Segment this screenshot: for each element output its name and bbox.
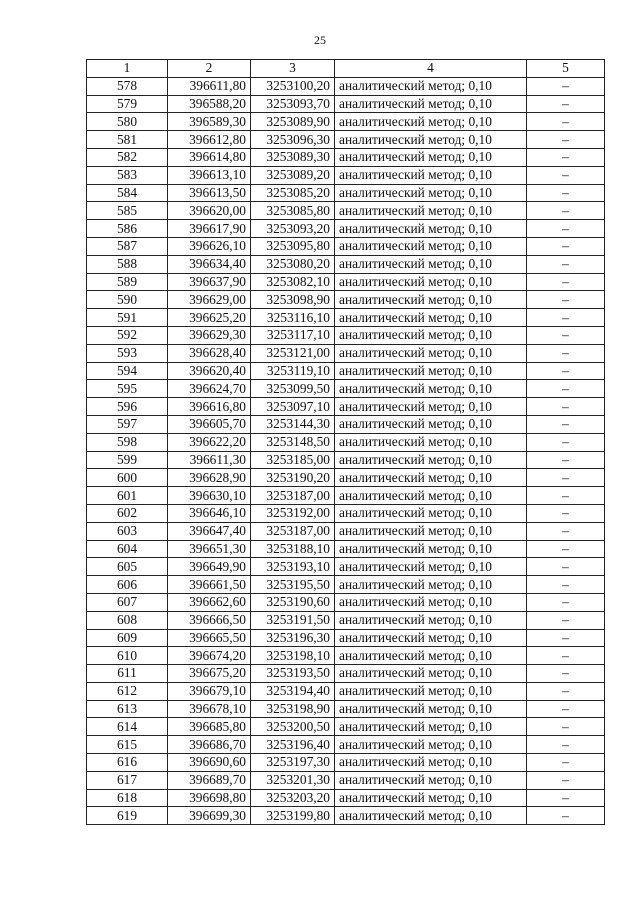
x-coordinate-cell: 396626,10 [168, 237, 251, 255]
point-number-cell: 590 [87, 291, 168, 309]
table-row [87, 291, 605, 309]
note-cell: – [527, 682, 605, 700]
x-coordinate-cell: 396630,10 [168, 487, 251, 505]
note-cell: – [527, 362, 605, 380]
note-cell: – [527, 326, 605, 344]
y-coordinate-cell: 3253196,40 [251, 736, 335, 754]
x-coordinate-cell: 396611,80 [168, 77, 251, 95]
method-accuracy-cell: аналитический метод; 0,10 [335, 166, 527, 184]
y-coordinate-cell: 3253200,50 [251, 718, 335, 736]
point-number-cell: 585 [87, 202, 168, 220]
x-coordinate-cell: 396689,70 [168, 771, 251, 789]
table-row [87, 522, 605, 540]
table-row [87, 237, 605, 255]
note-cell: – [527, 807, 605, 825]
point-number-cell: 582 [87, 148, 168, 166]
y-coordinate-cell: 3253194,40 [251, 682, 335, 700]
note-cell: – [527, 131, 605, 149]
y-coordinate-cell: 3253116,10 [251, 309, 335, 327]
table-row [87, 309, 605, 327]
point-number-cell: 581 [87, 131, 168, 149]
table-row [87, 202, 605, 220]
table-body [87, 77, 605, 824]
x-coordinate-cell: 396629,00 [168, 291, 251, 309]
note-cell: – [527, 291, 605, 309]
x-coordinate-cell: 396634,40 [168, 255, 251, 273]
method-accuracy-cell: аналитический метод; 0,10 [335, 771, 527, 789]
y-coordinate-cell: 3253095,80 [251, 237, 335, 255]
x-coordinate-cell: 396614,80 [168, 148, 251, 166]
note-cell: – [527, 771, 605, 789]
method-accuracy-cell: аналитический метод; 0,10 [335, 398, 527, 416]
point-number-cell: 593 [87, 344, 168, 362]
table-row [87, 398, 605, 416]
point-number-cell: 618 [87, 789, 168, 807]
x-coordinate-cell: 396620,00 [168, 202, 251, 220]
y-coordinate-cell: 3253099,50 [251, 380, 335, 398]
method-accuracy-cell: аналитический метод; 0,10 [335, 184, 527, 202]
method-accuracy-cell: аналитический метод; 0,10 [335, 754, 527, 772]
point-number-cell: 615 [87, 736, 168, 754]
note-cell: – [527, 113, 605, 131]
x-coordinate-cell: 396611,30 [168, 451, 251, 469]
point-number-cell: 616 [87, 754, 168, 772]
point-number-cell: 607 [87, 593, 168, 611]
point-number-cell: 601 [87, 487, 168, 505]
note-cell: – [527, 504, 605, 522]
header-cell-5: 5 [527, 60, 605, 78]
note-cell: – [527, 255, 605, 273]
method-accuracy-cell: аналитический метод; 0,10 [335, 362, 527, 380]
table-row [87, 487, 605, 505]
table-row [87, 469, 605, 487]
method-accuracy-cell: аналитический метод; 0,10 [335, 611, 527, 629]
y-coordinate-cell: 3253187,00 [251, 487, 335, 505]
method-accuracy-cell: аналитический метод; 0,10 [335, 629, 527, 647]
table-row [87, 736, 605, 754]
y-coordinate-cell: 3253085,80 [251, 202, 335, 220]
y-coordinate-cell: 3253188,10 [251, 540, 335, 558]
y-coordinate-cell: 3253085,20 [251, 184, 335, 202]
note-cell: – [527, 576, 605, 594]
method-accuracy-cell: аналитический метод; 0,10 [335, 558, 527, 576]
table-row [87, 700, 605, 718]
table-row [87, 647, 605, 665]
y-coordinate-cell: 3253093,70 [251, 95, 335, 113]
x-coordinate-cell: 396622,20 [168, 433, 251, 451]
x-coordinate-cell: 396698,80 [168, 789, 251, 807]
point-number-cell: 579 [87, 95, 168, 113]
y-coordinate-cell: 3253199,80 [251, 807, 335, 825]
note-cell: – [527, 540, 605, 558]
method-accuracy-cell: аналитический метод; 0,10 [335, 309, 527, 327]
x-coordinate-cell: 396628,40 [168, 344, 251, 362]
table-row [87, 789, 605, 807]
method-accuracy-cell: аналитический метод; 0,10 [335, 291, 527, 309]
note-cell: – [527, 736, 605, 754]
x-coordinate-cell: 396605,70 [168, 415, 251, 433]
note-cell: – [527, 629, 605, 647]
table-row [87, 433, 605, 451]
x-coordinate-cell: 396620,40 [168, 362, 251, 380]
x-coordinate-cell: 396674,20 [168, 647, 251, 665]
y-coordinate-cell: 3253190,60 [251, 593, 335, 611]
point-number-cell: 600 [87, 469, 168, 487]
table-row [87, 540, 605, 558]
note-cell: – [527, 611, 605, 629]
x-coordinate-cell: 396637,90 [168, 273, 251, 291]
note-cell: – [527, 398, 605, 416]
table-row [87, 131, 605, 149]
table-row [87, 629, 605, 647]
point-number-cell: 603 [87, 522, 168, 540]
method-accuracy-cell: аналитический метод; 0,10 [335, 273, 527, 291]
note-cell: – [527, 273, 605, 291]
y-coordinate-cell: 3253096,30 [251, 131, 335, 149]
point-number-cell: 617 [87, 771, 168, 789]
method-accuracy-cell: аналитический метод; 0,10 [335, 789, 527, 807]
x-coordinate-cell: 396679,10 [168, 682, 251, 700]
y-coordinate-cell: 3253121,00 [251, 344, 335, 362]
y-coordinate-cell: 3253089,30 [251, 148, 335, 166]
table-row [87, 113, 605, 131]
point-number-cell: 591 [87, 309, 168, 327]
note-cell: – [527, 148, 605, 166]
y-coordinate-cell: 3253192,00 [251, 504, 335, 522]
point-number-cell: 611 [87, 665, 168, 683]
y-coordinate-cell: 3253191,50 [251, 611, 335, 629]
point-number-cell: 589 [87, 273, 168, 291]
point-number-cell: 597 [87, 415, 168, 433]
x-coordinate-cell: 396616,80 [168, 398, 251, 416]
method-accuracy-cell: аналитический метод; 0,10 [335, 237, 527, 255]
table-row [87, 380, 605, 398]
x-coordinate-cell: 396690,60 [168, 754, 251, 772]
point-number-cell: 578 [87, 77, 168, 95]
table-row [87, 184, 605, 202]
point-number-cell: 596 [87, 398, 168, 416]
x-coordinate-cell: 396685,80 [168, 718, 251, 736]
note-cell: – [527, 433, 605, 451]
point-number-cell: 584 [87, 184, 168, 202]
note-cell: – [527, 700, 605, 718]
y-coordinate-cell: 3253148,50 [251, 433, 335, 451]
point-number-cell: 587 [87, 237, 168, 255]
y-coordinate-cell: 3253117,10 [251, 326, 335, 344]
y-coordinate-cell: 3253198,10 [251, 647, 335, 665]
point-number-cell: 612 [87, 682, 168, 700]
point-number-cell: 606 [87, 576, 168, 594]
note-cell: – [527, 789, 605, 807]
y-coordinate-cell: 3253098,90 [251, 291, 335, 309]
note-cell: – [527, 522, 605, 540]
note-cell: – [527, 754, 605, 772]
method-accuracy-cell: аналитический метод; 0,10 [335, 77, 527, 95]
y-coordinate-cell: 3253196,30 [251, 629, 335, 647]
method-accuracy-cell: аналитический метод; 0,10 [335, 540, 527, 558]
y-coordinate-cell: 3253097,10 [251, 398, 335, 416]
y-coordinate-cell: 3253100,20 [251, 77, 335, 95]
x-coordinate-cell: 396647,40 [168, 522, 251, 540]
table-row [87, 273, 605, 291]
table-row [87, 754, 605, 772]
note-cell: – [527, 220, 605, 238]
x-coordinate-cell: 396666,50 [168, 611, 251, 629]
note-cell: – [527, 415, 605, 433]
method-accuracy-cell: аналитический метод; 0,10 [335, 415, 527, 433]
table-row [87, 504, 605, 522]
x-coordinate-cell: 396589,30 [168, 113, 251, 131]
method-accuracy-cell: аналитический метод; 0,10 [335, 326, 527, 344]
method-accuracy-cell: аналитический метод; 0,10 [335, 131, 527, 149]
note-cell: – [527, 487, 605, 505]
table-row [87, 451, 605, 469]
note-cell: – [527, 718, 605, 736]
note-cell: – [527, 451, 605, 469]
x-coordinate-cell: 396649,90 [168, 558, 251, 576]
method-accuracy-cell: аналитический метод; 0,10 [335, 736, 527, 754]
x-coordinate-cell: 396665,50 [168, 629, 251, 647]
page-number: 25 [314, 33, 326, 47]
x-coordinate-cell: 396651,30 [168, 540, 251, 558]
method-accuracy-cell: аналитический метод; 0,10 [335, 487, 527, 505]
y-coordinate-cell: 3253187,00 [251, 522, 335, 540]
table-row [87, 95, 605, 113]
table-row [87, 807, 605, 825]
coordinates-table [86, 59, 605, 825]
note-cell: – [527, 237, 605, 255]
point-number-cell: 614 [87, 718, 168, 736]
table-row [87, 611, 605, 629]
point-number-cell: 610 [87, 647, 168, 665]
x-coordinate-cell: 396625,20 [168, 309, 251, 327]
point-number-cell: 613 [87, 700, 168, 718]
method-accuracy-cell: аналитический метод; 0,10 [335, 593, 527, 611]
table-row [87, 665, 605, 683]
method-accuracy-cell: аналитический метод; 0,10 [335, 344, 527, 362]
header-cell-2: 2 [168, 60, 251, 78]
method-accuracy-cell: аналитический метод; 0,10 [335, 682, 527, 700]
y-coordinate-cell: 3253198,90 [251, 700, 335, 718]
point-number-cell: 583 [87, 166, 168, 184]
method-accuracy-cell: аналитический метод; 0,10 [335, 113, 527, 131]
table-row [87, 255, 605, 273]
y-coordinate-cell: 3253203,20 [251, 789, 335, 807]
point-number-cell: 602 [87, 504, 168, 522]
point-number-cell: 605 [87, 558, 168, 576]
point-number-cell: 588 [87, 255, 168, 273]
point-number-cell: 599 [87, 451, 168, 469]
x-coordinate-cell: 396628,90 [168, 469, 251, 487]
x-coordinate-cell: 396699,30 [168, 807, 251, 825]
x-coordinate-cell: 396624,70 [168, 380, 251, 398]
method-accuracy-cell: аналитический метод; 0,10 [335, 148, 527, 166]
x-coordinate-cell: 396646,10 [168, 504, 251, 522]
x-coordinate-cell: 396612,80 [168, 131, 251, 149]
note-cell: – [527, 77, 605, 95]
x-coordinate-cell: 396661,50 [168, 576, 251, 594]
point-number-cell: 595 [87, 380, 168, 398]
method-accuracy-cell: аналитический метод; 0,10 [335, 380, 527, 398]
method-accuracy-cell: аналитический метод; 0,10 [335, 665, 527, 683]
note-cell: – [527, 309, 605, 327]
table-row [87, 326, 605, 344]
x-coordinate-cell: 396678,10 [168, 700, 251, 718]
method-accuracy-cell: аналитический метод; 0,10 [335, 433, 527, 451]
note-cell: – [527, 202, 605, 220]
note-cell: – [527, 184, 605, 202]
y-coordinate-cell: 3253082,10 [251, 273, 335, 291]
method-accuracy-cell: аналитический метод; 0,10 [335, 451, 527, 469]
table-row [87, 166, 605, 184]
point-number-cell: 586 [87, 220, 168, 238]
note-cell: – [527, 95, 605, 113]
table-row [87, 558, 605, 576]
x-coordinate-cell: 396613,10 [168, 166, 251, 184]
y-coordinate-cell: 3253089,90 [251, 113, 335, 131]
header-cell-1: 1 [87, 60, 168, 78]
table-row [87, 593, 605, 611]
table-row [87, 362, 605, 380]
note-cell: – [527, 647, 605, 665]
method-accuracy-cell: аналитический метод; 0,10 [335, 95, 527, 113]
note-cell: – [527, 665, 605, 683]
x-coordinate-cell: 396686,70 [168, 736, 251, 754]
y-coordinate-cell: 3253119,10 [251, 362, 335, 380]
table-header-row [87, 60, 605, 78]
method-accuracy-cell: аналитический метод; 0,10 [335, 647, 527, 665]
y-coordinate-cell: 3253193,50 [251, 665, 335, 683]
y-coordinate-cell: 3253089,20 [251, 166, 335, 184]
x-coordinate-cell: 396675,20 [168, 665, 251, 683]
method-accuracy-cell: аналитический метод; 0,10 [335, 255, 527, 273]
point-number-cell: 604 [87, 540, 168, 558]
y-coordinate-cell: 3253190,20 [251, 469, 335, 487]
table-row [87, 682, 605, 700]
note-cell: – [527, 558, 605, 576]
method-accuracy-cell: аналитический метод; 0,10 [335, 576, 527, 594]
note-cell: – [527, 469, 605, 487]
point-number-cell: 580 [87, 113, 168, 131]
y-coordinate-cell: 3253185,00 [251, 451, 335, 469]
y-coordinate-cell: 3253080,20 [251, 255, 335, 273]
table-row [87, 576, 605, 594]
y-coordinate-cell: 3253197,30 [251, 754, 335, 772]
header-cell-4: 4 [335, 60, 527, 78]
y-coordinate-cell: 3253195,50 [251, 576, 335, 594]
table-row [87, 415, 605, 433]
y-coordinate-cell: 3253093,20 [251, 220, 335, 238]
table-row [87, 220, 605, 238]
table-row [87, 77, 605, 95]
y-coordinate-cell: 3253193,10 [251, 558, 335, 576]
method-accuracy-cell: аналитический метод; 0,10 [335, 522, 527, 540]
point-number-cell: 619 [87, 807, 168, 825]
y-coordinate-cell: 3253144,30 [251, 415, 335, 433]
point-number-cell: 592 [87, 326, 168, 344]
note-cell: – [527, 344, 605, 362]
x-coordinate-cell: 396588,20 [168, 95, 251, 113]
x-coordinate-cell: 396613,50 [168, 184, 251, 202]
header-cell-3: 3 [251, 60, 335, 78]
note-cell: – [527, 380, 605, 398]
x-coordinate-cell: 396617,90 [168, 220, 251, 238]
point-number-cell: 608 [87, 611, 168, 629]
point-number-cell: 594 [87, 362, 168, 380]
method-accuracy-cell: аналитический метод; 0,10 [335, 504, 527, 522]
x-coordinate-cell: 396662,60 [168, 593, 251, 611]
table-row [87, 771, 605, 789]
table-row [87, 148, 605, 166]
table-row [87, 718, 605, 736]
method-accuracy-cell: аналитический метод; 0,10 [335, 469, 527, 487]
note-cell: – [527, 593, 605, 611]
y-coordinate-cell: 3253201,30 [251, 771, 335, 789]
x-coordinate-cell: 396629,30 [168, 326, 251, 344]
method-accuracy-cell: аналитический метод; 0,10 [335, 700, 527, 718]
method-accuracy-cell: аналитический метод; 0,10 [335, 807, 527, 825]
point-number-cell: 598 [87, 433, 168, 451]
note-cell: – [527, 166, 605, 184]
method-accuracy-cell: аналитический метод; 0,10 [335, 718, 527, 736]
table-row [87, 344, 605, 362]
point-number-cell: 609 [87, 629, 168, 647]
method-accuracy-cell: аналитический метод; 0,10 [335, 202, 527, 220]
method-accuracy-cell: аналитический метод; 0,10 [335, 220, 527, 238]
